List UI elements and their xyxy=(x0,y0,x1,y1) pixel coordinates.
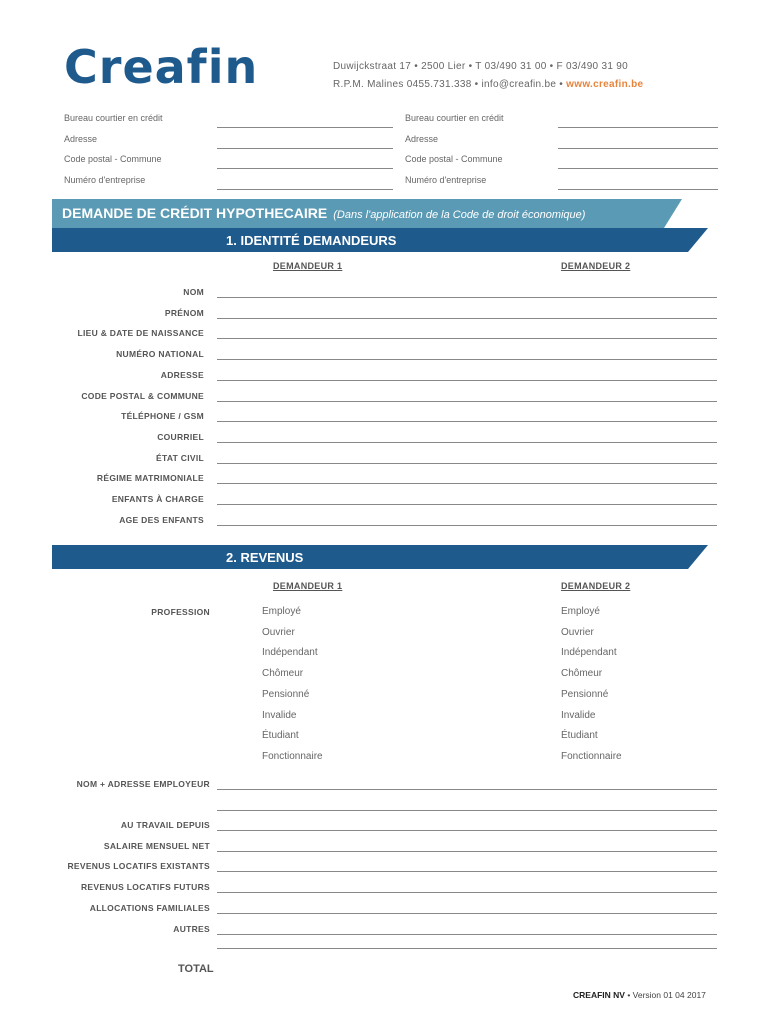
section2-band-tip xyxy=(688,545,708,569)
profession-option-demandeur-1[interactable]: Invalide xyxy=(262,709,297,721)
broker-right-label: Code postal - Commune xyxy=(405,154,503,164)
section2-col-demandeur-1: DEMANDEUR 1 xyxy=(273,581,343,591)
section1-col-demandeur-1: DEMANDEUR 1 xyxy=(273,261,343,271)
identity-field-line[interactable] xyxy=(217,297,717,298)
company-contact xyxy=(333,79,643,90)
identity-field-label: CODE POSTAL & COMMUNE xyxy=(81,390,204,401)
profession-option-demandeur-2[interactable]: Chômeur xyxy=(561,668,603,680)
broker-right-label: Numéro d'entreprise xyxy=(405,175,487,185)
identity-field-line[interactable] xyxy=(217,359,717,360)
broker-left-line[interactable] xyxy=(217,148,393,149)
form-title-main: DEMANDE DE CRÉDIT HYPOTHECAIRE xyxy=(62,205,328,221)
broker-right-line[interactable] xyxy=(558,127,718,128)
income-field-label: REVENUS LOCATIFS FUTURS xyxy=(80,882,210,893)
footer xyxy=(573,990,706,1000)
profession-option-demandeur-2[interactable]: Fonctionnaire xyxy=(561,750,622,762)
identity-field-line[interactable] xyxy=(217,338,717,339)
profession-option-demandeur-1[interactable]: Fonctionnaire xyxy=(262,750,323,762)
broker-left-label: Numéro d'entreprise xyxy=(64,175,146,185)
broker-left-label: Bureau courtier en crédit xyxy=(64,113,163,123)
identity-field-label: NUMÉRO NATIONAL xyxy=(116,349,204,360)
income-field-line[interactable] xyxy=(217,934,717,935)
section2-heading: 2. REVENUS xyxy=(226,550,304,565)
profession-option-demandeur-1[interactable]: Indépendant xyxy=(262,647,318,659)
broker-right-label: Adresse xyxy=(405,134,439,144)
section1-band-tip xyxy=(688,228,708,252)
identity-field-label: ADRESSE xyxy=(160,369,204,380)
identity-field-label: LIEU & DATE DE NAISSANCE xyxy=(77,328,204,339)
identity-field-line[interactable] xyxy=(217,318,717,319)
profession-option-demandeur-1[interactable]: Ouvrier xyxy=(262,626,295,638)
title-band-tip xyxy=(664,199,682,228)
identity-field-label: AGE DES ENFANTS xyxy=(119,514,204,525)
identity-field-line[interactable] xyxy=(217,442,717,443)
company-address: Duwijckstraat 17 • 2500 Lier • T 03/490 31 00 • F 03/490 31 90 xyxy=(333,61,629,72)
profession-option-demandeur-2[interactable]: Étudiant xyxy=(561,730,598,742)
broker-left-line[interactable] xyxy=(217,189,393,190)
broker-right-line[interactable] xyxy=(558,148,718,149)
identity-field-label: RÉGIME MATRIMONIALE xyxy=(96,473,204,484)
company-website-link[interactable]: www.creafin.be xyxy=(566,79,644,90)
identity-field-line[interactable] xyxy=(217,421,717,422)
income-field-line[interactable] xyxy=(217,851,717,852)
income-field-label: AUTRES xyxy=(173,923,210,934)
profession-option-demandeur-1[interactable]: Pensionné xyxy=(262,688,310,700)
identity-field-line[interactable] xyxy=(217,401,717,402)
identity-field-line[interactable] xyxy=(217,380,717,381)
footer-version: • Version 01 04 2017 xyxy=(624,990,706,1000)
section1-heading: 1. IDENTITÉ DEMANDEURS xyxy=(226,233,397,248)
income-field-line[interactable] xyxy=(217,830,717,831)
creafin-logo: Creafin xyxy=(64,40,259,94)
identity-field-label: COURRIEL xyxy=(157,431,204,442)
identity-field-line[interactable] xyxy=(217,463,717,464)
income-field-label: AU TRAVAIL DEPUIS xyxy=(120,820,210,830)
profession-option-demandeur-1[interactable]: Étudiant xyxy=(262,730,299,742)
identity-field-line[interactable] xyxy=(217,525,717,526)
employer-line-2[interactable] xyxy=(217,810,717,811)
identity-field-label: ÉTAT CIVIL xyxy=(155,452,204,463)
section2-col-demandeur-2: DEMANDEUR 2 xyxy=(561,581,631,591)
broker-right-label: Bureau courtier en crédit xyxy=(405,113,504,123)
profession-option-demandeur-2[interactable]: Invalide xyxy=(561,709,596,721)
profession-label: PROFESSION xyxy=(151,607,210,617)
footer-company: CREAFIN NV xyxy=(573,990,625,1000)
income-field-label: REVENUS LOCATIFS EXISTANTS xyxy=(67,861,210,872)
section2-band xyxy=(52,545,688,569)
income-field-line[interactable] xyxy=(217,871,717,872)
company-rpm: R.P.M. Malines 0455.731.338 • info@creafin.be • xyxy=(333,79,567,90)
broker-left-label: Adresse xyxy=(64,134,98,144)
form-title-sub: (Dans l'application de la Code de droit économique) xyxy=(333,209,586,221)
total-label: TOTAL xyxy=(178,963,214,975)
identity-field-line[interactable] xyxy=(217,504,717,505)
income-field-label: ALLOCATIONS FAMILIALES xyxy=(89,902,210,913)
income-field-line[interactable] xyxy=(217,913,717,914)
profession-option-demandeur-2[interactable]: Pensionné xyxy=(561,688,609,700)
section1-col-demandeur-2: DEMANDEUR 2 xyxy=(561,261,631,271)
autres-line-2[interactable] xyxy=(217,948,717,949)
profession-option-demandeur-2[interactable]: Indépendant xyxy=(561,647,617,659)
identity-field-label: ENFANTS À CHARGE xyxy=(111,494,204,504)
identity-field-label: TÉLÉPHONE / GSM xyxy=(121,411,204,422)
employer-label: NOM + ADRESSE EMPLOYEUR xyxy=(76,779,210,789)
broker-left-label: Code postal - Commune xyxy=(64,154,162,164)
profession-option-demandeur-2[interactable]: Ouvrier xyxy=(561,626,594,638)
identity-field-label: PRÉNOM xyxy=(164,307,204,318)
income-field-line[interactable] xyxy=(217,892,717,893)
employer-line-1[interactable] xyxy=(217,789,717,790)
broker-left-line[interactable] xyxy=(217,127,393,128)
identity-field-line[interactable] xyxy=(217,483,717,484)
income-field-label: SALAIRE MENSUEL NET xyxy=(103,840,210,851)
profession-option-demandeur-1[interactable]: Chômeur xyxy=(262,668,304,680)
profession-option-demandeur-1[interactable]: Employé xyxy=(262,606,301,617)
profession-option-demandeur-2[interactable]: Employé xyxy=(561,606,600,617)
broker-right-line[interactable] xyxy=(558,168,718,169)
broker-right-line[interactable] xyxy=(558,189,718,190)
form-title xyxy=(62,205,585,221)
identity-field-label: NOM xyxy=(183,287,204,297)
broker-left-line[interactable] xyxy=(217,168,393,169)
